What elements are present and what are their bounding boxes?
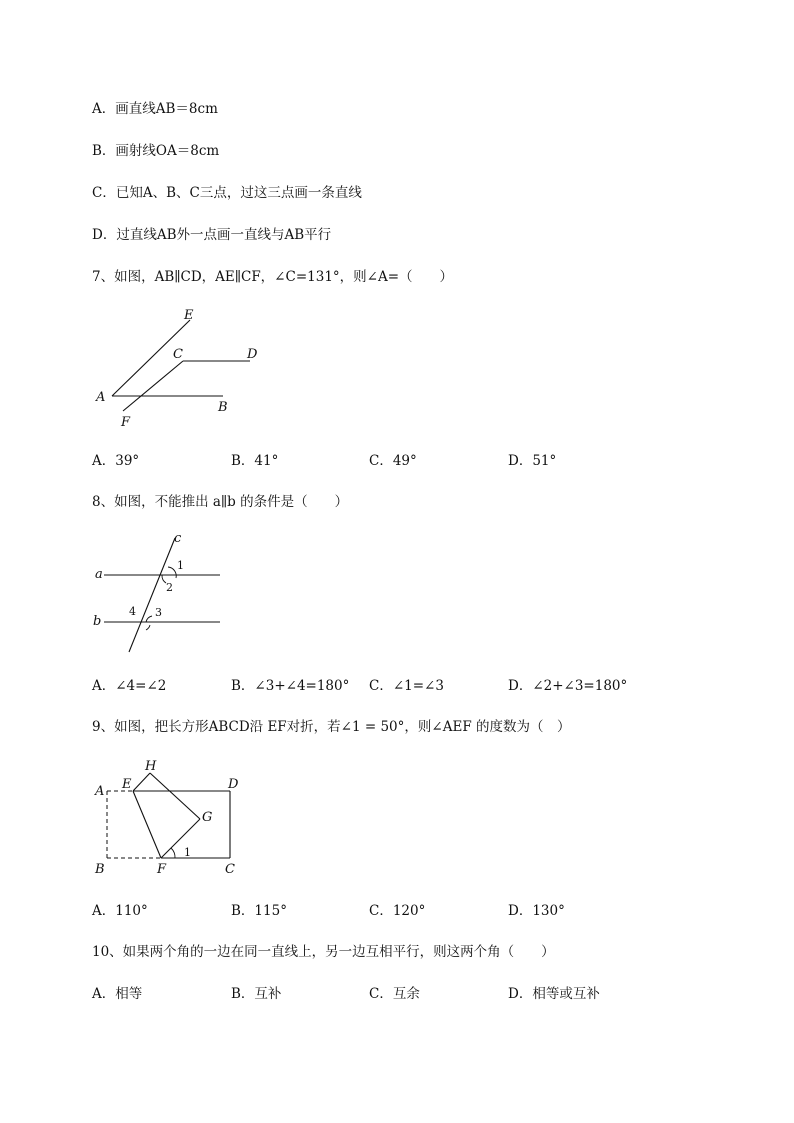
angle-arc-4	[146, 616, 152, 622]
angle-arc-1	[171, 848, 175, 858]
edge-eh	[133, 773, 150, 791]
angle-label-1: 1	[184, 846, 191, 859]
line-cf	[123, 361, 183, 411]
label-d: D	[228, 777, 239, 792]
angle-label-1: 1	[177, 559, 184, 572]
label-g: G	[202, 810, 213, 825]
label-a: a	[95, 567, 103, 582]
angle-arc-3	[146, 625, 150, 630]
q6-option-c: C．已知A、B、C三点，过这三点画一条直线	[92, 185, 362, 201]
label-f: F	[121, 415, 131, 430]
transversal-c	[129, 538, 175, 652]
label-e: E	[184, 308, 194, 323]
label-c: C	[173, 347, 183, 362]
q7-option-a: A．39°	[92, 453, 140, 469]
q10-option-d: D．相等或互补	[508, 986, 600, 1002]
angle-arc-1	[168, 567, 176, 578]
q6-option-a: A．画直线AB＝8cm	[92, 101, 218, 117]
q7-option-c: C．49°	[369, 453, 417, 469]
angle-label-3: 3	[155, 606, 162, 619]
label-h: H	[145, 759, 157, 774]
q8-option-d: D．∠2+∠3=180°	[508, 678, 628, 694]
fold-line-ef	[133, 791, 161, 858]
q9-option-a: A．110°	[92, 903, 148, 919]
label-d: D	[247, 347, 258, 362]
q8-option-b: B．∠3+∠4=180°	[231, 678, 350, 694]
q7-figure	[90, 300, 270, 435]
q10-option-c: C．互余	[369, 986, 420, 1002]
label-b: b	[93, 614, 102, 629]
q6-option-b: B．画射线OA＝8cm	[92, 143, 220, 159]
q9-option-b: B．115°	[231, 903, 287, 919]
label-a: A	[95, 784, 105, 799]
q10-option-b: B．互补	[231, 986, 282, 1002]
q6-option-d: D．过直线AB外一点画一直线与AB平行	[92, 227, 332, 243]
q8-figure	[88, 528, 238, 658]
label-a: A	[96, 390, 106, 405]
q9-figure	[88, 755, 248, 880]
label-c: c	[174, 531, 182, 546]
label-f: F	[157, 862, 167, 877]
label-c: C	[225, 862, 235, 877]
label-e: E	[122, 777, 132, 792]
q7-option-b: B．41°	[231, 453, 279, 469]
angle-label-4: 4	[129, 605, 136, 618]
q8-option-c: C．∠1=∠3	[369, 678, 444, 694]
angle-label-2: 2	[166, 581, 173, 594]
q10-option-a: A．相等	[92, 986, 143, 1002]
q7-option-d: D．51°	[508, 453, 557, 469]
edge-hg	[150, 773, 200, 819]
q9-stem: 9、如图，把长方形ABCD沿 EF对折，若∠1 = 50°，则∠AEF 的度数为（ ）	[92, 719, 571, 735]
q9-option-d: D．130°	[508, 903, 565, 919]
q8-option-a: A．∠4=∠2	[92, 678, 167, 694]
q9-option-c: C．120°	[369, 903, 426, 919]
q7-stem: 7、如图，AB∥CD，AE∥CF，∠C=131°，则∠A=（ ）	[92, 269, 454, 285]
q8-stem: 8、如图，不能推出 a∥b 的条件是（ ）	[92, 494, 349, 510]
q10-stem: 10、如果两个角的一边在同一直线上，另一边互相平行，则这两个角（ ）	[92, 944, 555, 960]
edge-gf	[161, 819, 200, 858]
label-b: B	[218, 400, 228, 415]
label-b: B	[95, 862, 105, 877]
